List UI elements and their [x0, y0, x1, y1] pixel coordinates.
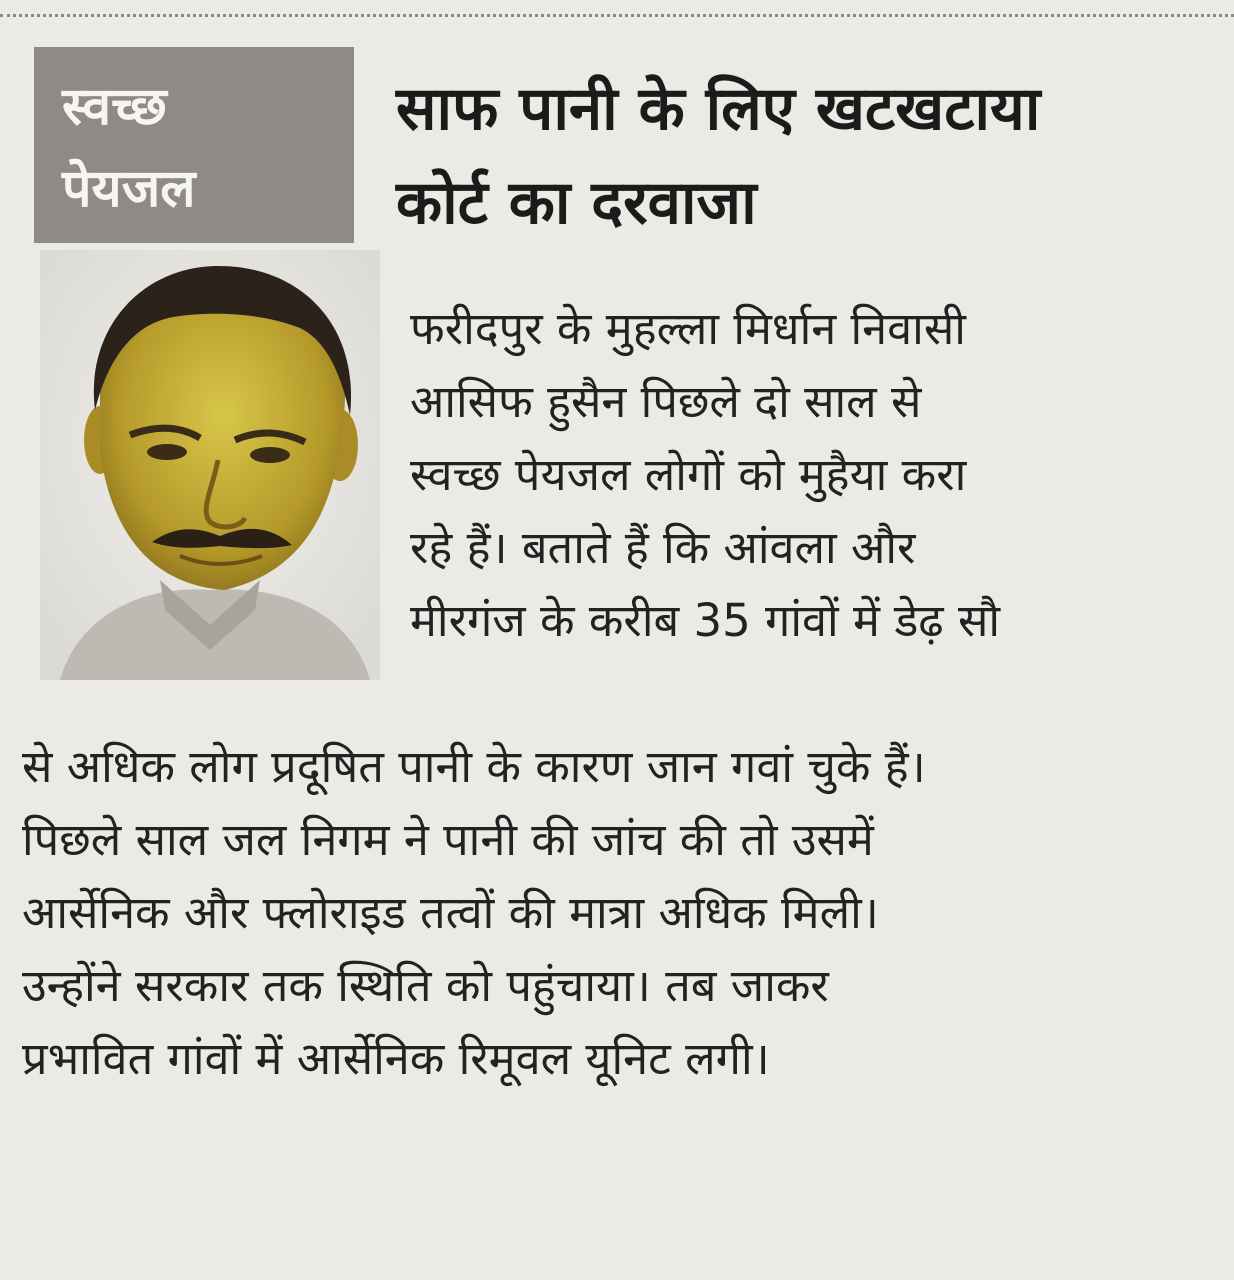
- body-line: स्वच्छ पेयजल लोगों को मुहैया करा: [410, 448, 967, 501]
- portrait-photo: [40, 250, 380, 680]
- headline: [396, 62, 1216, 250]
- body-line: मीरगंज के करीब 35 गांवों में डेढ़ सौ: [410, 594, 1001, 647]
- body-line: आसिफ हुसैन पिछले दो साल से: [410, 375, 922, 428]
- body-line: उन्होंने सरकार तक स्थिति को पहुंचाया। तब जाकर: [22, 959, 829, 1012]
- body-line: से अधिक लोग प्रदूषित पानी के कारण जान गवां चुके हैं।: [22, 740, 926, 793]
- headline-line-1: साफ पानी के लिए खटखटाया: [396, 74, 1041, 144]
- body-line: प्रभावित गांवों में आर्सेनिक रिमूवल यूनिट लगी।: [22, 1032, 770, 1085]
- section-tag: [34, 47, 354, 243]
- portrait-illustration: [40, 250, 380, 680]
- section-tag-line-2: पेयजल: [62, 159, 196, 219]
- body-right-column: [410, 292, 1000, 657]
- headline-line-2: कोर्ट का दरवाजा: [396, 168, 757, 238]
- body-line: आर्सेनिक और फ्लोराइड तत्वों की मात्रा अधिक मिली।: [22, 886, 879, 939]
- dotted-divider: [0, 14, 1234, 17]
- body-full-width: [22, 730, 926, 1095]
- body-line: रहे हैं। बताते हैं कि आंवला और: [410, 521, 916, 574]
- body-line: फरीदपुर के मुहल्ला मिर्धान निवासी: [410, 302, 966, 355]
- section-tag-line-1: स्वच्छ: [62, 77, 167, 137]
- body-line: पिछले साल जल निगम ने पानी की जांच की तो उसमें: [22, 813, 874, 866]
